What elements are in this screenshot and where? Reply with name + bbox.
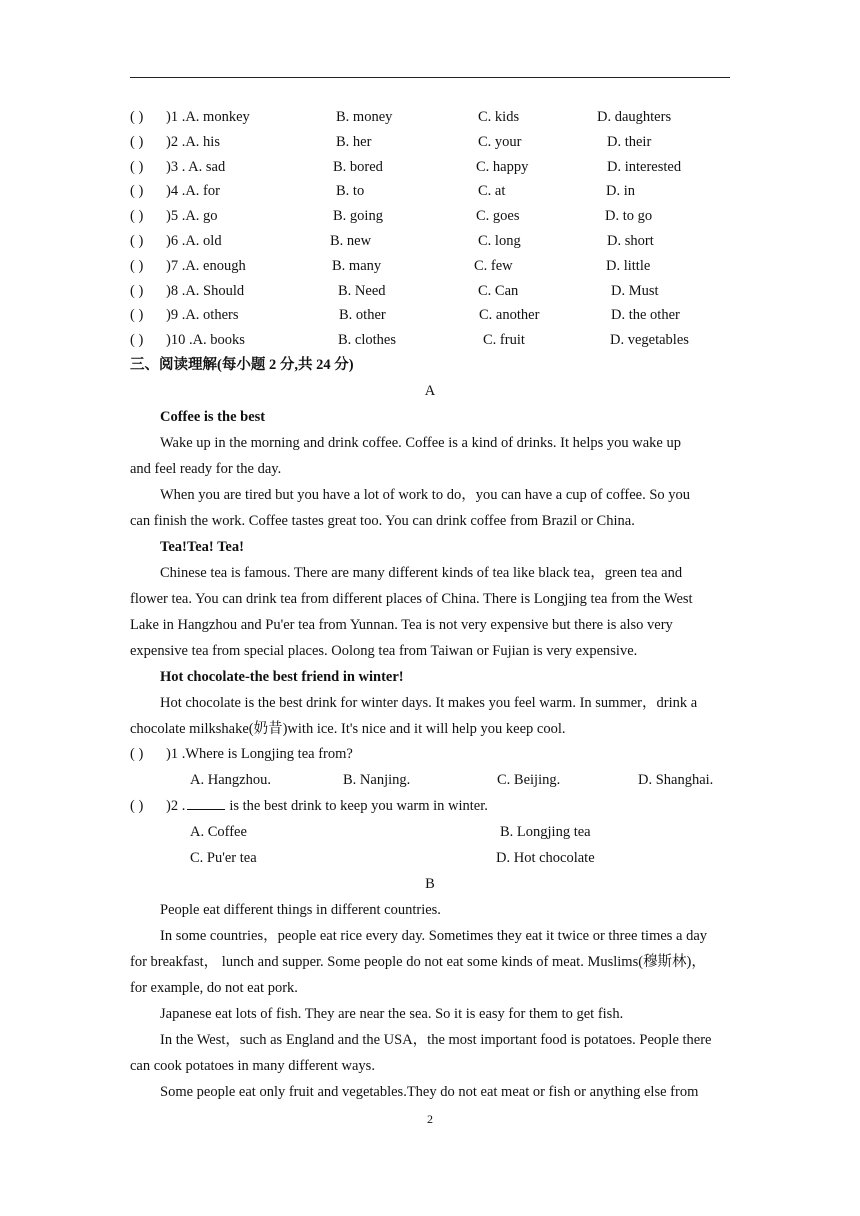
answer-blank[interactable]: ( ) (130, 133, 144, 150)
option-b: B. clothes (338, 332, 396, 349)
option-d: D. in (606, 183, 635, 200)
passage-title-hot-chocolate: Hot chocolate-the best friend in winter! (160, 669, 404, 685)
option-c: C. fruit (483, 332, 525, 349)
option-d: D. daughters (597, 109, 672, 125)
option-d: D. Shanghai. (638, 772, 714, 788)
passage-text: for breakfast， lunch and supper. Some people do not eat some kinds of meat. Muslims(穆斯林)， (130, 954, 706, 970)
question-number-option-a: )6 .A. old (166, 233, 222, 249)
passage-text: for example, do not eat pork. (130, 980, 298, 996)
option-d: D. to go (605, 208, 653, 225)
option-d: D. little (606, 257, 651, 274)
passage-text: can cook potatoes in many different ways. (130, 1058, 375, 1074)
question-number-option-a: )4 .A. for (166, 183, 220, 200)
option-c: C. few (474, 257, 513, 274)
option-b: B. her (336, 133, 372, 150)
option-c: C. your (478, 133, 522, 150)
option-a: A. Coffee (190, 824, 247, 840)
question-a1 (130, 744, 730, 764)
passage-text: flower tea. You can drink tea from different places of China. There is Longjing tea from the West (130, 591, 693, 607)
question-number-option-a: )7 .A. enough (166, 257, 246, 274)
passage-title-coffee: Coffee is the best (160, 409, 266, 425)
passage-title-tea: Tea!Tea! Tea! (160, 539, 244, 555)
option-b: B. Nanjing. (343, 772, 411, 788)
option-d: D. short (607, 233, 654, 249)
option-b: B. many (332, 257, 382, 274)
question-number-option-a: )2 .A. his (166, 133, 220, 150)
option-b: B. other (339, 307, 386, 324)
cloze-question-row (130, 281, 730, 301)
passage-text: Hot chocolate is the best drink for winter days. It makes you feel warm. In summer，drink a (160, 695, 698, 711)
option-b: B. going (333, 208, 383, 225)
answer-blank[interactable]: ( ) (130, 158, 144, 175)
cloze-question-row (130, 107, 730, 127)
passage-text: Japanese eat lots of fish. They are near the sea. So it is easy for them to get fish. (160, 1006, 624, 1022)
cloze-question-row (130, 305, 730, 325)
option-d: D. the other (611, 307, 680, 324)
answer-blank[interactable]: ( ) (130, 798, 144, 814)
option-c: C. happy (476, 158, 529, 175)
passage-text: Wake up in the morning and drink coffee. Coffee is a kind of drinks. It helps you wake up (160, 435, 681, 451)
cloze-question-row (130, 330, 730, 350)
cloze-question-row (130, 256, 730, 276)
cloze-question-row (130, 231, 730, 251)
answer-blank[interactable]: ( ) (130, 307, 144, 324)
part-b-label: B (425, 876, 435, 892)
passage-text: In some countries，people eat rice every day. Sometimes they eat it twice or three times a day (160, 928, 708, 944)
answer-blank[interactable]: ( ) (130, 183, 144, 200)
option-d: D. Hot chocolate (496, 850, 595, 866)
answer-blank[interactable]: ( ) (130, 109, 144, 125)
cloze-question-row (130, 132, 730, 152)
option-d: D. interested (607, 158, 682, 175)
passage-text: Some people eat only fruit and vegetables.They do not eat meat or fish or anything else from (160, 1084, 699, 1100)
question-stem-suffix: is the best drink to keep you warm in winter. (229, 798, 488, 814)
option-c: C. long (478, 233, 521, 249)
answer-blank[interactable]: ( ) (130, 332, 144, 349)
option-d: D. Must (611, 282, 659, 299)
question-stem-prefix: )2 . (166, 798, 186, 814)
passage-text: Chinese tea is famous. There are many different kinds of tea like black tea，green tea and (160, 565, 683, 581)
fill-in-blank-line (187, 796, 225, 810)
question-a2 (130, 796, 730, 816)
option-b: B. bored (333, 158, 383, 175)
passage-text: and feel ready for the day. (130, 461, 282, 477)
cloze-question-row (130, 206, 730, 226)
option-c: C. at (478, 183, 506, 200)
passage-text: can finish the work. Coffee tastes great too. You can drink coffee from Brazil or China. (130, 513, 635, 529)
option-c: C. kids (478, 109, 520, 125)
option-c: C. Pu'er tea (190, 850, 257, 866)
option-c: C. Beijing. (497, 772, 561, 788)
answer-blank[interactable]: ( ) (130, 257, 144, 274)
passage-text: People eat different things in different countries. (160, 902, 441, 918)
header-rule (130, 77, 730, 78)
passage-text: expensive tea from special places. Oolong tea from Taiwan or Fujian is very expensive. (130, 643, 638, 659)
page-number: 2 (427, 1112, 433, 1126)
question-number-option-a: )10 .A. books (166, 332, 245, 349)
option-d: D. vegetables (610, 332, 689, 349)
option-c: C. another (479, 307, 540, 324)
answer-blank[interactable]: ( ) (130, 208, 144, 225)
option-c: C. goes (476, 208, 520, 225)
option-c: C. Can (478, 282, 519, 299)
section-heading: 三、阅读理解(每小题 2 分,共 24 分) (130, 357, 354, 373)
passage-text: Lake in Hangzhou and Pu'er tea from Yunnan. Tea is not very expensive but there is also very (130, 617, 673, 633)
question-number-option-a: )1 .A. monkey (166, 109, 250, 125)
answer-blank[interactable]: ( ) (130, 233, 144, 249)
passage-text: When you are tired but you have a lot of work to do，you can have a cup of coffee. So you (160, 487, 691, 503)
passage-text: In the West，such as England and the USA，the most important food is potatoes. People there (160, 1032, 712, 1048)
answer-blank[interactable]: ( ) (130, 282, 144, 299)
option-b: B. Need (338, 282, 386, 299)
option-d: D. their (607, 133, 652, 150)
question-number-option-a: )9 .A. others (166, 307, 239, 324)
option-b: B. money (336, 109, 393, 125)
answer-blank[interactable]: ( ) (130, 746, 144, 762)
question-number-option-a: )3 . A. sad (166, 158, 226, 175)
part-a-label: A (424, 383, 436, 399)
passage-text: chocolate milkshake(奶昔)with ice. It's nice and it will help you keep cool. (130, 721, 566, 737)
cloze-question-row (130, 181, 730, 201)
question-number-option-a: )8 .A. Should (166, 282, 245, 299)
cloze-question-row (130, 157, 730, 177)
question-number-option-a: )5 .A. go (166, 208, 218, 225)
option-a: A. Hangzhou. (190, 772, 271, 788)
question-stem-fill (166, 796, 488, 816)
option-b: B. new (330, 233, 372, 249)
option-b: B. to (336, 183, 365, 200)
question-stem: )1 .Where is Longjing tea from? (166, 746, 353, 762)
option-b: B. Longjing tea (500, 824, 591, 840)
